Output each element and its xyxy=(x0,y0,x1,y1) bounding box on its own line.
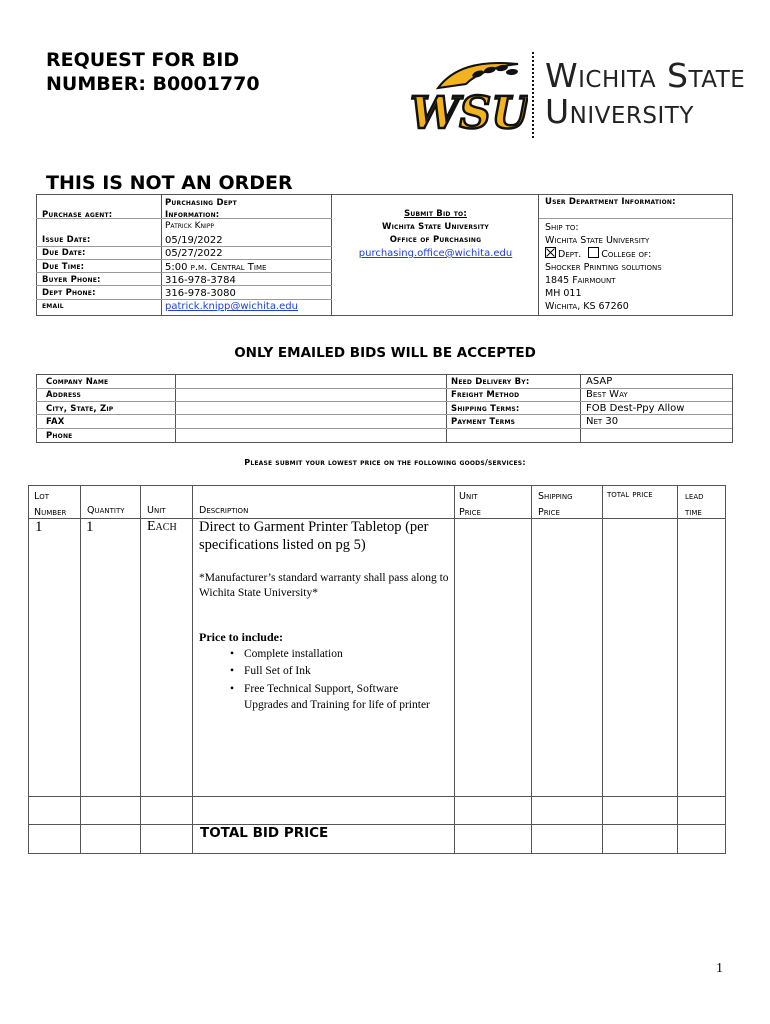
row-line xyxy=(36,246,332,247)
due-date-label: Due Date: xyxy=(42,248,86,259)
dept-info-label-line1: Purchasing Dept xyxy=(165,198,237,208)
shipping-value: FOB Dest-Ppy Allow xyxy=(586,402,685,414)
issue-date-label: Issue Date: xyxy=(42,235,91,245)
row-line xyxy=(36,272,332,273)
phone-field[interactable] xyxy=(176,429,446,442)
header-lot-line1: Lot xyxy=(34,491,50,502)
city-state-zip-field[interactable] xyxy=(176,402,446,415)
header-lead-line2: time xyxy=(685,507,702,518)
due-time-label: Due Time: xyxy=(42,261,85,272)
vendor-col-divider xyxy=(580,374,581,442)
instructions-text: Please submit your lowest price on the following goods/services: xyxy=(244,458,526,467)
freight-label: Freight Method xyxy=(451,390,520,401)
terms-labels xyxy=(451,376,529,430)
university-name-line2: University xyxy=(545,92,694,131)
fax-field[interactable] xyxy=(176,415,446,428)
header-total-price: total price xyxy=(607,489,653,500)
not-an-order-heading: THIS IS NOT AN ORDER xyxy=(46,172,293,194)
agent-col-divider-3 xyxy=(538,194,539,315)
payment-terms-label: Payment Terms xyxy=(451,417,516,428)
header-description: Description xyxy=(199,505,249,516)
table-col-divider xyxy=(192,485,193,853)
row-line xyxy=(36,299,332,300)
dept-info-label xyxy=(165,197,237,221)
header-shipping-price xyxy=(538,489,573,521)
rfb-title xyxy=(46,48,260,96)
due-time: 5:00 p.m. Central Time xyxy=(165,261,267,273)
vendor-col-divider xyxy=(446,374,447,442)
address-label: Address xyxy=(46,390,82,401)
header-shipping-line1: Shipping xyxy=(538,491,573,502)
page-number: 1 xyxy=(716,961,723,976)
row-warranty-note: *Manufacturer’s standard warranty shall pass along to Wichita State University* xyxy=(199,572,449,599)
agent-col-divider-2 xyxy=(331,194,332,315)
freight-value: Best Way xyxy=(586,389,628,401)
company-name-field[interactable] xyxy=(176,375,446,388)
dept-college-row xyxy=(545,247,662,261)
dept-checkbox[interactable] xyxy=(545,247,556,258)
dept-info-label-line2: Information: xyxy=(165,210,220,220)
fax-label: FAX xyxy=(46,417,65,428)
unit-price-cell[interactable] xyxy=(455,519,531,796)
header-quantity: Quantity xyxy=(87,505,125,516)
table-row-line xyxy=(28,796,725,797)
shipping-price-cell[interactable] xyxy=(532,519,602,796)
ship-to-block xyxy=(545,221,662,313)
user-row-line xyxy=(539,218,732,219)
agent-col-divider xyxy=(161,194,162,315)
delivery-value: ASAP xyxy=(586,376,613,387)
purchasing-email-link[interactable]: purchasing.office@wichita.edu xyxy=(358,248,513,259)
header-unit-price-line1: Unit xyxy=(459,491,478,502)
buyer-phone-label: Buyer Phone: xyxy=(42,274,101,285)
table-col-divider xyxy=(80,485,81,853)
payment-value: Net 30 xyxy=(586,416,619,428)
header-unit: Unit xyxy=(147,505,166,516)
header-unit-price-line2: Price xyxy=(459,507,481,518)
price-include-label: Price to include: xyxy=(199,630,283,644)
issue-date: 05/19/2022 xyxy=(165,235,223,246)
ship-to-line1: Wichita State University xyxy=(545,235,650,246)
header-unit-price xyxy=(459,489,481,521)
city-state-zip-label: City, State, Zip xyxy=(46,403,114,414)
vendor-entry-fields xyxy=(176,375,446,441)
bullet-ink: • Full Set of Ink xyxy=(230,664,430,680)
college-label: College of: xyxy=(601,249,652,260)
dept-phone-label: Dept Phone: xyxy=(42,288,96,299)
row-description-title: Direct to Garment Printer Tabletop (per specifications listed on pg 5) xyxy=(199,519,429,553)
emailed-bids-notice: ONLY EMAILED BIDS WILL BE ACCEPTED xyxy=(234,345,536,361)
delivery-label: Need Delivery By: xyxy=(451,377,530,387)
lead-time-cell[interactable] xyxy=(678,519,724,796)
phone-label: Phone xyxy=(46,430,73,441)
shipping-terms-label: Shipping Terms: xyxy=(451,403,520,414)
agent-name: Patrick Knipp xyxy=(165,221,215,231)
college-checkbox[interactable] xyxy=(588,247,599,258)
university-name-line1: Wichita State xyxy=(545,56,746,95)
company-name-label: Company Name xyxy=(46,377,109,387)
svg-text:WSU: WSU xyxy=(410,88,528,139)
purchase-agent-label: Purchase agent: xyxy=(42,210,113,220)
header-shipping-line2: Price xyxy=(538,507,560,518)
wsu-shocker-logo-icon xyxy=(408,50,528,140)
total-price-cell[interactable] xyxy=(603,519,677,796)
ship-to-line6: Wichita, KS 67260 xyxy=(545,301,629,312)
price-include-list xyxy=(230,647,430,713)
row-line xyxy=(36,259,332,260)
rfb-number: NUMBER: B0001770 xyxy=(46,73,260,95)
due-date: 05/27/2022 xyxy=(165,248,223,260)
ship-to-line3: Shocker Printing solutions xyxy=(545,262,662,273)
submit-line2: Office of Purchasing xyxy=(389,235,482,245)
table-col-divider xyxy=(140,485,141,853)
row-line xyxy=(36,285,332,286)
row-quantity: 1 xyxy=(86,519,94,535)
header-lead-time xyxy=(685,489,704,521)
rfb-title-line1: REQUEST FOR BID xyxy=(46,49,240,71)
bullet-installation: • Complete installation xyxy=(230,647,430,663)
buyer-phone: 316-978-3784 xyxy=(165,274,236,286)
header-lead-line1: lead xyxy=(685,491,704,502)
bullet-support: • Free Technical Support, Software Upgrades and Training for life of printer xyxy=(230,682,430,713)
agent-email-link[interactable]: patrick.knipp@wichita.edu xyxy=(165,301,298,313)
submit-bid-label: Submit Bid to: xyxy=(404,209,467,219)
header-lot-line2: Number xyxy=(34,507,67,518)
header-lot-number xyxy=(34,489,66,521)
dept-phone: 316-978-3080 xyxy=(165,288,236,300)
user-dept-label: User Department Information: xyxy=(545,197,676,207)
row-lot-number: 1 xyxy=(35,519,43,535)
vendor-labels xyxy=(46,376,113,443)
ship-to-line5: MH 011 xyxy=(545,288,582,299)
logo-divider xyxy=(532,52,534,138)
terms-values xyxy=(586,375,684,429)
total-bid-price-label: TOTAL BID PRICE xyxy=(200,825,329,841)
email-label: email xyxy=(42,301,64,312)
ship-to-label: Ship to: xyxy=(545,222,579,233)
university-wordmark xyxy=(545,58,745,130)
row-unit: Each xyxy=(147,519,177,534)
total-bid-price-field[interactable] xyxy=(455,825,724,852)
dept-label: Dept. xyxy=(558,249,582,260)
submit-line1: Wichita State University xyxy=(382,222,489,232)
ship-to-line4: 1845 Fairmount xyxy=(545,275,616,286)
address-field[interactable] xyxy=(176,388,446,401)
submit-bid-block xyxy=(333,208,538,260)
